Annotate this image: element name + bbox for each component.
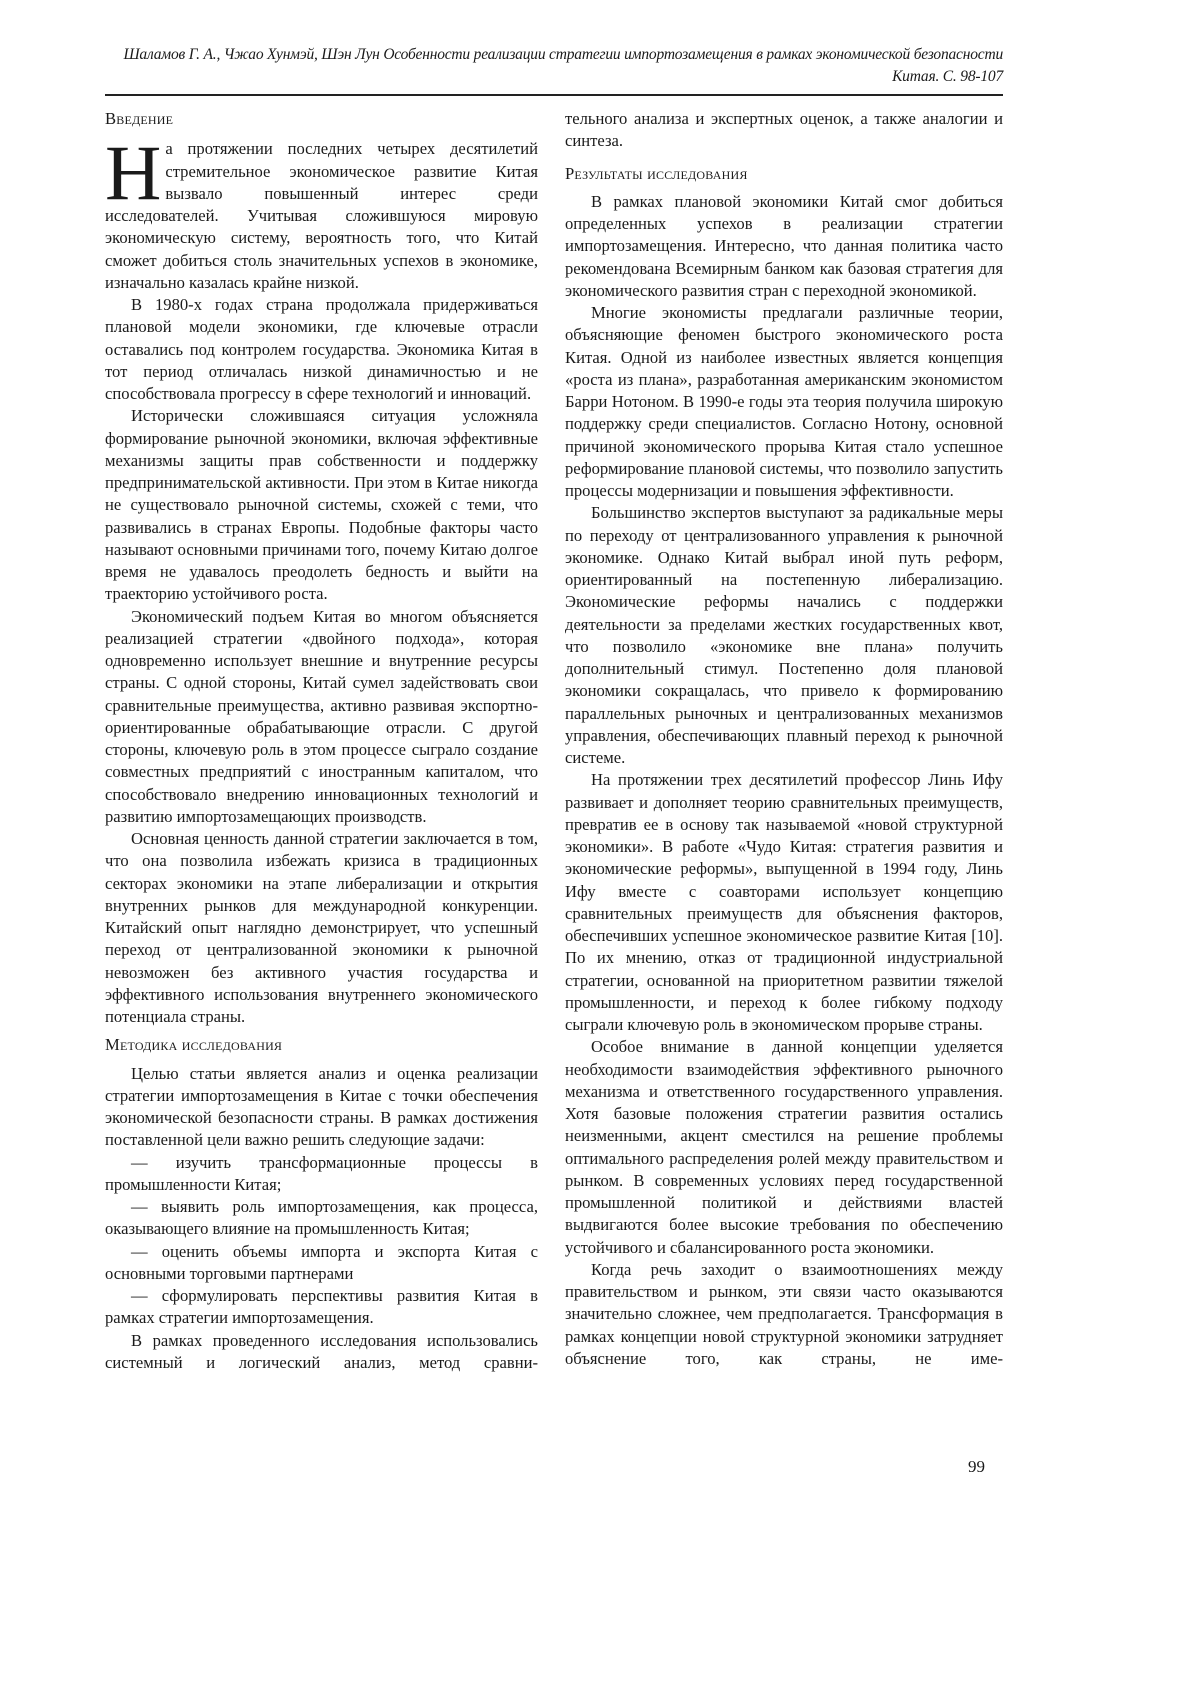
- page-number: 99: [968, 1457, 985, 1477]
- paragraph: Особое внимание в данной концепции уделяется необходимости взаимодействия эффективного рыночного механизма и ответственного государственного управления. Хотя базовые положения стратегии развития остались неизменными, акцент сместился на решение проблемы оптимального распределения ролей между правительством и рынком. В современных условиях перед государственной промышленной политикой и действиями властей выдвигаются более высокие требования по обеспечению устойчивого и сбалансированного роста экономики.: [565, 1036, 1003, 1259]
- task-item: — выявить роль импортозамещения, как процесса, оказывающего влияние на промышленность Китая;: [105, 1196, 538, 1241]
- paragraph: На протяжении трех десятилетий профессор Линь Ифу развивает и дополняет теорию сравнительных преимуществ, превратив ее в основу так называемой «новой структурной экономики». В работе «Чудо Китая: стратегия развития и экономические реформы», выпущенной в 1994 году, Линь Ифу вместе с соавторами использует концепцию сравнительных преимуществ для объяснения факторов, обеспечивших успешное экономическое развитие Китая [10]. По их мнению, отказ от традиционной индустриальной стратегии, основанной на приоритетном развитии тяжелой промышленности, и переход к более гибкому подходу сыграли ключевую роль в экономическом прорыве страны.: [565, 769, 1003, 1036]
- paragraph: Многие экономисты предлагали различные теории, объясняющие феномен быстрого экономического роста Китая. Одной из наиболее известных является концепция «роста из плана», разработанная американским экономистом Барри Нотоном. В 1990-е годы эта теория получила широкую поддержку среди специалистов. Согласно Нотону, основной причиной экономического прорыва Китая стало успешное реформирование плановой системы, что позволило запустить процессы модернизации и повышения эффективности.: [565, 302, 1003, 502]
- paragraph: Исторически сложившаяся ситуация усложняла формирование рыночной экономики, включая эффективные механизмы защиты прав собственности и поддержку предпринимательской активности. При этом в Китае никогда не существовало рыночной системы, схожей с теми, что развивались в странах Европы. Подобные факторы часто называют основными причинами того, почему Китаю долгое время не удавалось преодолеть бедность и выйти на траекторию устойчивого роста.: [105, 405, 538, 605]
- paragraph: В рамках плановой экономики Китай смог добиться определенных успехов в реализации стратегии импортозамещения. Интересно, что данная политика часто рекомендована Всемирным банком как базовая стратегия для экономического развития стран с переходной экономикой.: [565, 191, 1003, 302]
- task-item: — оценить объемы импорта и экспорта Китая с основными торговыми партнерами: [105, 1241, 538, 1286]
- paragraph: Основная ценность данной стратегии заключается в том, что она позволила избежать кризиса в традиционных секторах экономики на этапе либерализации и открытия внутренних рынков для международной конкуренции. Китайский опыт наглядно демонстрирует, что успешный переход от централизованной экономики к рыночной невозможен без активного участия государства и эффективного использования внутреннего экономического потенциала страны.: [105, 828, 538, 1028]
- paragraph: В 1980-х годах страна продолжала придерживаться плановой модели экономики, где ключевые отрасли оставались под контролем государства. Экономика Китая в тот период отличалась низкой динамичностью и не способствовала прогрессу в сфере технологий и инноваций.: [105, 294, 538, 405]
- task-item: — изучить трансформационные процессы в промышленности Китая;: [105, 1152, 538, 1197]
- paragraph: Экономический подъем Китая во многом объясняется реализацией стратегии «двойного подхода», которая одновременно использует внешние и внутренние ресурсы страны. С одной стороны, Китай сумел задействовать свои сравнительные преимущества, активно развивая экспортно-ориентированные обрабатывающие отрасли. С другой стороны, ключевую роль в этом процессе сыграло создание совместных предприятий с иностранным капиталом, что способствовало внедрению инновационных технологий и развитию импортозамещающих производств.: [105, 606, 538, 829]
- document-page: [0, 0, 1200, 1697]
- task-item: — сформулировать перспективы развития Китая в рамках стратегии импортозамещения.: [105, 1285, 538, 1330]
- section-heading-results: Результаты исследования: [565, 163, 1003, 185]
- paragraph: Большинство экспертов выступают за радикальные меры по переходу от централизованного управления к рыночной экономике. Однако Китай выбрал иной путь реформ, ориентированный на постепенную либерализацию. Экономические реформы начались с поддержки деятельности за пределами жестких государственных квот, что позволило «экономике вне плана» получить дополнительный стимул. Постепенно доля плановой экономики сокращалась, что привело к формированию параллельных рыночных и централизованных механизмов управления, обеспечивающих плавный переход к рыночной системе.: [565, 502, 1003, 769]
- paragraph: Целью статьи является анализ и оценка реализации стратегии импортозамещения в Китае с точки обеспечения экономической безопасности страны. В рамках достижения поставленной цели важно решить следующие задачи:: [105, 1063, 538, 1152]
- section-heading-introduction: Введение: [105, 108, 538, 130]
- paragraph-continuation: тельного анализа и экспертных оценок, а также аналогии и синтеза.: [565, 108, 1003, 153]
- paragraph-text: а протяжении последних четырех десятилетий стремительное экономическое развитие Китая вызвало повышенный интерес среди исследователей. Учитывая сложившуюся мировую экономическую систему, вероятность того, что Китай сможет добиться столь значительных успехов в экономике, изначально казалась крайне низкой.: [105, 139, 538, 292]
- left-column: [105, 108, 538, 1374]
- section-heading-methods: Методика исследования: [105, 1034, 538, 1056]
- right-column: [565, 108, 1003, 1370]
- running-head: Шаламов Г. А., Чжао Хунмэй, Шэн Лун Особенности реализации стратегии импортозамещения в рамках экономической безопасности Китая. С. 98-107: [105, 44, 1003, 88]
- paragraph: Когда речь заходит о взаимоотношениях между правительством и рынком, эти связи часто оказываются значительно сложнее, чем предполагается. Трансформация в рамках концепции новой структурной экономики затрудняет объяснение того, как страны, не име-: [565, 1259, 1003, 1370]
- paragraph: [105, 138, 538, 294]
- paragraph: В рамках проведенного исследования использовались системный и логический анализ, метод сравни-: [105, 1330, 538, 1375]
- drop-cap: Н: [105, 142, 161, 204]
- header-rule: [105, 94, 1003, 96]
